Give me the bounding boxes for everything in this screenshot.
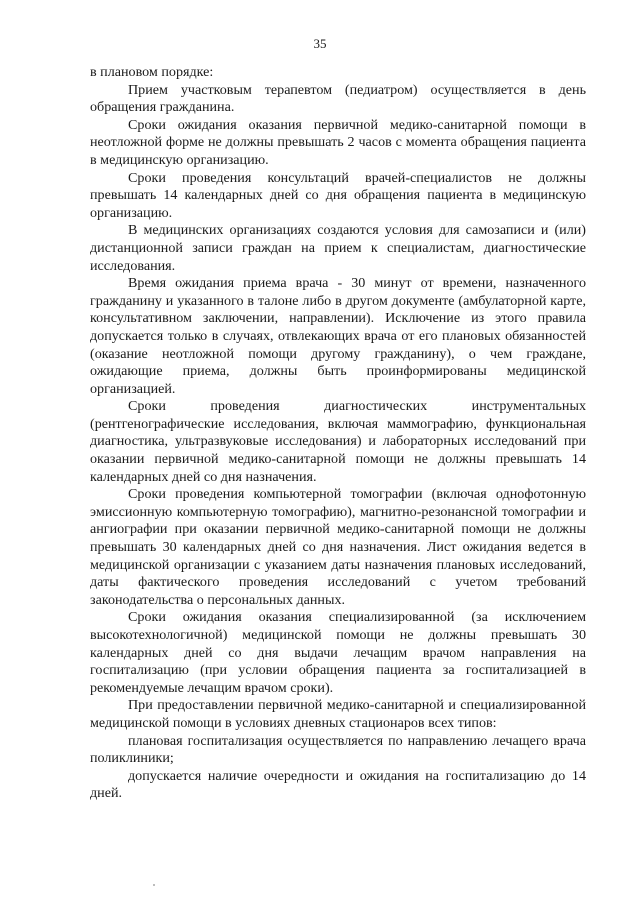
paragraph-planned-hospitalization: плановая госпитализация осуществляется по направлению лечащего врача поликлиники;: [90, 732, 586, 767]
paragraph-diagnostic-studies: Сроки проведения диагностических инструментальных (рентгенографические исследования, включая маммографию, функциональная диагностика, ультразвуковые исследования) и лабораторных исследований при оказании первичной медико-санитарной помощи не должны превышать 14 календарных дней со дня назначения.: [90, 398, 586, 485]
page-number: 35: [313, 36, 327, 51]
paragraph-therapist-visit: Прием участковым терапевтом (педиатром) осуществляется в день обращения гражданина.: [90, 81, 586, 116]
paragraph-continuation: в плановом порядке:: [90, 64, 214, 80]
paragraph-day-hospitals: При предоставлении первичной медико-санитарной и специализированной медицинской помощи в условиях дневных стационаров всех типов:: [90, 697, 586, 731]
paragraph-specialized-care: Сроки ожидания оказания специализированной (за исключением высокотехнологичной) медицинской помощи не должны превышать 30 календарных дней со дня выдачи лечащим врачом направления на госпитализацию (при условии обращения пациента за госпитализацией в рекомендуемые лечащим врачом сроки).: [90, 609, 586, 696]
paragraph-ct-mri: Сроки проведения компьютерной томографии (включая однофотонную эмиссионную компьютерную томографию), магнитно-резонансной томографии и ангиографии при оказании первичной медико-санитарной помощи не должны превышать 30 календарных дней со дня назначения. Лист ожидания ведется в медицинской организации с указанием даты назначения плановых исследований, даты фактического проведения исследований с учетом требований законодательства о персональных данных.: [90, 486, 586, 608]
document-body: [90, 64, 586, 803]
paragraph-appointment-wait: Время ожидания приема врача - 30 минут от времени, назначенного гражданину и указанного в талоне либо в другом документе (амбулаторной карте, консультативном заключении, направлении). Исключение из этого правила допускается только в случаях, отвлекающих врача от его плановых обязанностей (оказание неотложной помощи другому гражданину), о чем граждане, ожидающие приема, должны быть проинформированы медицинской организацией.: [90, 275, 586, 397]
paragraph-specialist-consultations: Сроки проведения консультаций врачей-специалистов не должны превышать 14 календарных дней со дня обращения пациента в медицинскую организацию.: [90, 169, 586, 221]
scan-speck: [153, 884, 155, 886]
paragraph-urgent-care-wait: Сроки ожидания оказания первичной медико-санитарной помощи в неотложной форме не должны превышать 2 часов с момента обращения пациента в медицинскую организацию.: [90, 116, 586, 168]
paragraph-self-registration: В медицинских организациях создаются условия для самозаписи и (или) дистанционной записи граждан на прием к специалистам, диагностические исследования.: [90, 222, 586, 274]
paragraph-queue-allowed: допускается наличие очередности и ожидания на госпитализацию до 14 дней.: [90, 767, 586, 802]
